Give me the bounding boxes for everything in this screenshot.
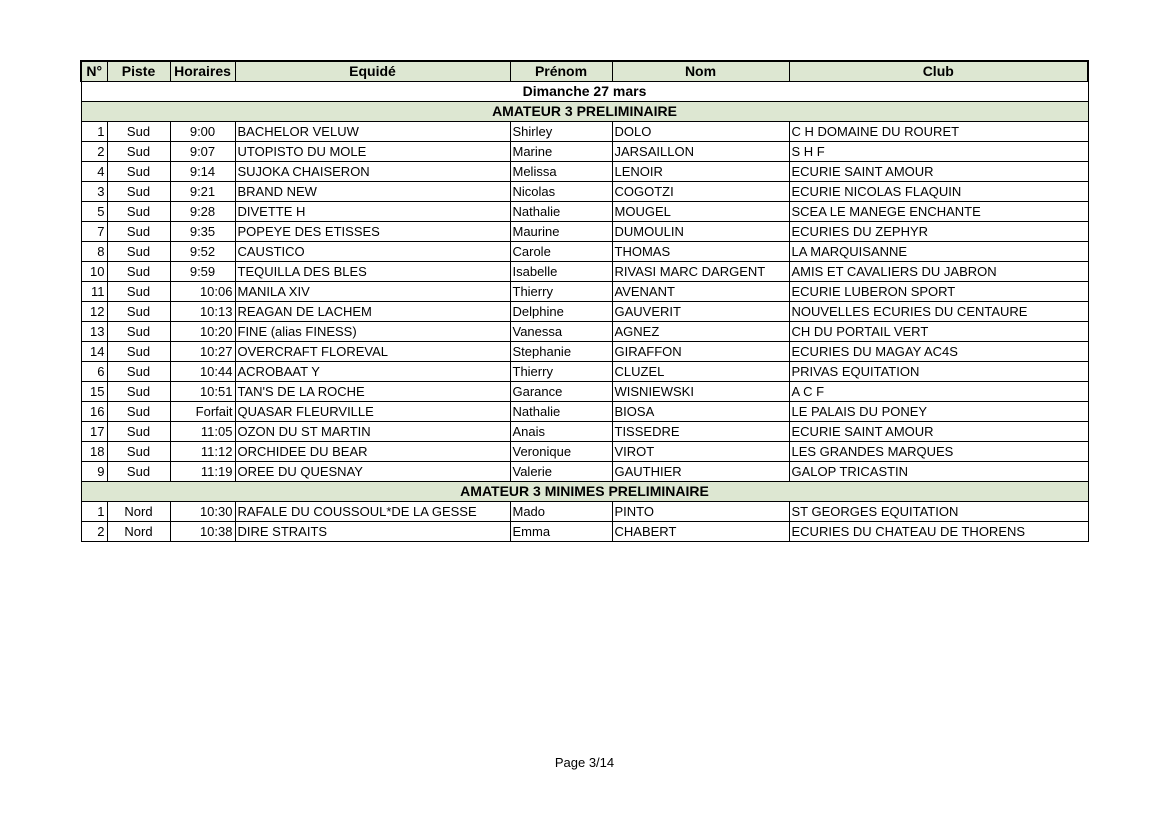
cell-piste: Sud xyxy=(107,122,170,142)
cell-num: 1 xyxy=(81,502,107,522)
cell-num: 2 xyxy=(81,522,107,542)
table-row xyxy=(81,442,1088,462)
cell-first-name: Carole xyxy=(510,242,612,262)
cell-last-name: VIROT xyxy=(612,442,789,462)
cell-piste: Sud xyxy=(107,242,170,262)
cell-piste: Sud xyxy=(107,442,170,462)
table-row xyxy=(81,202,1088,222)
cell-first-name: Thierry xyxy=(510,282,612,302)
cell-first-name: Veronique xyxy=(510,442,612,462)
cell-horse: FINE (alias FINESS) xyxy=(235,322,510,342)
cell-last-name: PINTO xyxy=(612,502,789,522)
cell-club: LES GRANDES MARQUES xyxy=(789,442,1088,462)
cell-time: 10:13 xyxy=(170,302,235,322)
cell-piste: Sud xyxy=(107,322,170,342)
cell-last-name: GAUTHIER xyxy=(612,462,789,482)
cell-horse: OZON DU ST MARTIN xyxy=(235,422,510,442)
cell-last-name: WISNIEWSKI xyxy=(612,382,789,402)
table-row xyxy=(81,322,1088,342)
table-row xyxy=(81,402,1088,422)
table-row xyxy=(81,422,1088,442)
cell-first-name: Anais xyxy=(510,422,612,442)
cell-first-name: Shirley xyxy=(510,122,612,142)
cell-horse: ACROBAAT Y xyxy=(235,362,510,382)
cell-horse: QUASAR FLEURVILLE xyxy=(235,402,510,422)
cell-horse: TEQUILLA DES BLES xyxy=(235,262,510,282)
header-nom: Nom xyxy=(612,61,789,82)
cell-num: 8 xyxy=(81,242,107,262)
table-row xyxy=(81,502,1088,522)
cell-time: 10:51 xyxy=(170,382,235,402)
cell-first-name: Isabelle xyxy=(510,262,612,282)
cell-time: 9:52 xyxy=(170,242,235,262)
cell-first-name: Nathalie xyxy=(510,202,612,222)
cell-first-name: Maurine xyxy=(510,222,612,242)
cell-num: 16 xyxy=(81,402,107,422)
cell-last-name: DUMOULIN xyxy=(612,222,789,242)
cell-club: ECURIES DU ZEPHYR xyxy=(789,222,1088,242)
cell-time: 9:07 xyxy=(170,142,235,162)
table-row xyxy=(81,162,1088,182)
cell-club: ECURIE SAINT AMOUR xyxy=(789,162,1088,182)
cell-club: AMIS ET CAVALIERS DU JABRON xyxy=(789,262,1088,282)
section-header-row xyxy=(81,482,1088,502)
table-row xyxy=(81,262,1088,282)
cell-num: 7 xyxy=(81,222,107,242)
header-row xyxy=(81,61,1088,82)
header-horaires: Horaires xyxy=(170,61,235,82)
cell-num: 17 xyxy=(81,422,107,442)
table-row xyxy=(81,362,1088,382)
cell-last-name: CHABERT xyxy=(612,522,789,542)
header-num: N° xyxy=(81,61,107,82)
cell-last-name: AVENANT xyxy=(612,282,789,302)
day-label: Dimanche 27 mars xyxy=(81,82,1088,102)
cell-piste: Sud xyxy=(107,342,170,362)
cell-club: A C F xyxy=(789,382,1088,402)
cell-horse: REAGAN DE LACHEM xyxy=(235,302,510,322)
cell-piste: Sud xyxy=(107,402,170,422)
cell-last-name: THOMAS xyxy=(612,242,789,262)
cell-num: 10 xyxy=(81,262,107,282)
cell-club: ECURIES DU CHATEAU DE THORENS xyxy=(789,522,1088,542)
cell-piste: Sud xyxy=(107,142,170,162)
cell-time: 10:06 xyxy=(170,282,235,302)
cell-last-name: MOUGEL xyxy=(612,202,789,222)
cell-horse: DIVETTE H xyxy=(235,202,510,222)
cell-first-name: Nicolas xyxy=(510,182,612,202)
cell-time: 11:12 xyxy=(170,442,235,462)
cell-num: 14 xyxy=(81,342,107,362)
cell-num: 5 xyxy=(81,202,107,222)
cell-horse: OREE DU QUESNAY xyxy=(235,462,510,482)
table-row xyxy=(81,282,1088,302)
table-row xyxy=(81,222,1088,242)
table-row xyxy=(81,242,1088,262)
cell-first-name: Valerie xyxy=(510,462,612,482)
cell-num: 3 xyxy=(81,182,107,202)
cell-piste: Sud xyxy=(107,282,170,302)
cell-horse: BACHELOR VELUW xyxy=(235,122,510,142)
cell-club: ST GEORGES EQUITATION xyxy=(789,502,1088,522)
table-row xyxy=(81,142,1088,162)
cell-num: 2 xyxy=(81,142,107,162)
header-piste: Piste xyxy=(107,61,170,82)
cell-num: 4 xyxy=(81,162,107,182)
cell-horse: TAN'S DE LA ROCHE xyxy=(235,382,510,402)
table-row xyxy=(81,382,1088,402)
cell-piste: Sud xyxy=(107,262,170,282)
cell-last-name: GIRAFFON xyxy=(612,342,789,362)
cell-num: 6 xyxy=(81,362,107,382)
cell-piste: Nord xyxy=(107,522,170,542)
cell-club: LA MARQUISANNE xyxy=(789,242,1088,262)
cell-horse: MANILA XIV xyxy=(235,282,510,302)
section-header-row xyxy=(81,102,1088,122)
cell-last-name: GAUVERIT xyxy=(612,302,789,322)
cell-club: PRIVAS EQUITATION xyxy=(789,362,1088,382)
cell-first-name: Garance xyxy=(510,382,612,402)
cell-piste: Sud xyxy=(107,422,170,442)
cell-time: 11:05 xyxy=(170,422,235,442)
cell-piste: Nord xyxy=(107,502,170,522)
table-row xyxy=(81,462,1088,482)
cell-last-name: COGOTZI xyxy=(612,182,789,202)
cell-club: ECURIE LUBERON SPORT xyxy=(789,282,1088,302)
header-prenom: Prénom xyxy=(510,61,612,82)
cell-horse: CAUSTICO xyxy=(235,242,510,262)
cell-last-name: LENOIR xyxy=(612,162,789,182)
cell-club: ECURIE NICOLAS FLAQUIN xyxy=(789,182,1088,202)
table-row xyxy=(81,182,1088,202)
cell-num: 13 xyxy=(81,322,107,342)
table-row xyxy=(81,302,1088,322)
cell-first-name: Delphine xyxy=(510,302,612,322)
cell-last-name: CLUZEL xyxy=(612,362,789,382)
cell-num: 11 xyxy=(81,282,107,302)
cell-horse: OVERCRAFT FLOREVAL xyxy=(235,342,510,362)
section-title: AMATEUR 3 MINIMES PRELIMINAIRE xyxy=(81,482,1088,502)
cell-time: 10:20 xyxy=(170,322,235,342)
cell-first-name: Nathalie xyxy=(510,402,612,422)
cell-first-name: Mado xyxy=(510,502,612,522)
cell-last-name: TISSEDRE xyxy=(612,422,789,442)
cell-piste: Sud xyxy=(107,202,170,222)
cell-piste: Sud xyxy=(107,382,170,402)
cell-last-name: BIOSA xyxy=(612,402,789,422)
cell-piste: Sud xyxy=(107,362,170,382)
cell-time: 10:44 xyxy=(170,362,235,382)
header-club: Club xyxy=(789,61,1088,82)
cell-first-name: Emma xyxy=(510,522,612,542)
cell-time: 9:28 xyxy=(170,202,235,222)
cell-club: NOUVELLES ECURIES DU CENTAURE xyxy=(789,302,1088,322)
cell-first-name: Stephanie xyxy=(510,342,612,362)
cell-last-name: RIVASI MARC DARGENT xyxy=(612,262,789,282)
cell-first-name: Thierry xyxy=(510,362,612,382)
cell-horse: POPEYE DES ETISSES xyxy=(235,222,510,242)
cell-horse: SUJOKA CHAISERON xyxy=(235,162,510,182)
cell-club: GALOP TRICASTIN xyxy=(789,462,1088,482)
cell-last-name: JARSAILLON xyxy=(612,142,789,162)
cell-time: 9:21 xyxy=(170,182,235,202)
cell-club: ECURIE SAINT AMOUR xyxy=(789,422,1088,442)
cell-last-name: DOLO xyxy=(612,122,789,142)
cell-time: 10:38 xyxy=(170,522,235,542)
cell-time: 9:00 xyxy=(170,122,235,142)
table-body xyxy=(81,82,1088,542)
cell-club: CH DU PORTAIL VERT xyxy=(789,322,1088,342)
cell-club: S H F xyxy=(789,142,1088,162)
cell-time: 11:19 xyxy=(170,462,235,482)
cell-horse: ORCHIDEE DU BEAR xyxy=(235,442,510,462)
table-row xyxy=(81,522,1088,542)
cell-piste: Sud xyxy=(107,302,170,322)
cell-time: 10:30 xyxy=(170,502,235,522)
cell-time: 9:35 xyxy=(170,222,235,242)
cell-piste: Sud xyxy=(107,222,170,242)
cell-num: 18 xyxy=(81,442,107,462)
cell-club: LE PALAIS DU PONEY xyxy=(789,402,1088,422)
cell-horse: UTOPISTO DU MOLE xyxy=(235,142,510,162)
cell-num: 15 xyxy=(81,382,107,402)
start-list-table xyxy=(80,60,1089,542)
table-row xyxy=(81,342,1088,362)
cell-club: ECURIES DU MAGAY AC4S xyxy=(789,342,1088,362)
cell-club: SCEA LE MANEGE ENCHANTE xyxy=(789,202,1088,222)
cell-first-name: Melissa xyxy=(510,162,612,182)
cell-piste: Sud xyxy=(107,162,170,182)
cell-horse: BRAND NEW xyxy=(235,182,510,202)
cell-num: 12 xyxy=(81,302,107,322)
page-number: Page 3/14 xyxy=(554,755,615,770)
cell-piste: Sud xyxy=(107,182,170,202)
cell-time: 10:27 xyxy=(170,342,235,362)
cell-num: 1 xyxy=(81,122,107,142)
cell-time: Forfait xyxy=(170,402,235,422)
cell-time: 9:14 xyxy=(170,162,235,182)
table-row xyxy=(81,122,1088,142)
section-title: AMATEUR 3 PRELIMINAIRE xyxy=(81,102,1088,122)
cell-time: 9:59 xyxy=(170,262,235,282)
cell-num: 9 xyxy=(81,462,107,482)
day-row xyxy=(81,82,1088,102)
cell-first-name: Vanessa xyxy=(510,322,612,342)
table-header xyxy=(81,61,1088,82)
cell-piste: Sud xyxy=(107,462,170,482)
cell-horse: RAFALE DU COUSSOUL*DE LA GESSE xyxy=(235,502,510,522)
cell-first-name: Marine xyxy=(510,142,612,162)
cell-club: C H DOMAINE DU ROURET xyxy=(789,122,1088,142)
header-equide: Equidé xyxy=(235,61,510,82)
cell-horse: DIRE STRAITS xyxy=(235,522,510,542)
cell-last-name: AGNEZ xyxy=(612,322,789,342)
